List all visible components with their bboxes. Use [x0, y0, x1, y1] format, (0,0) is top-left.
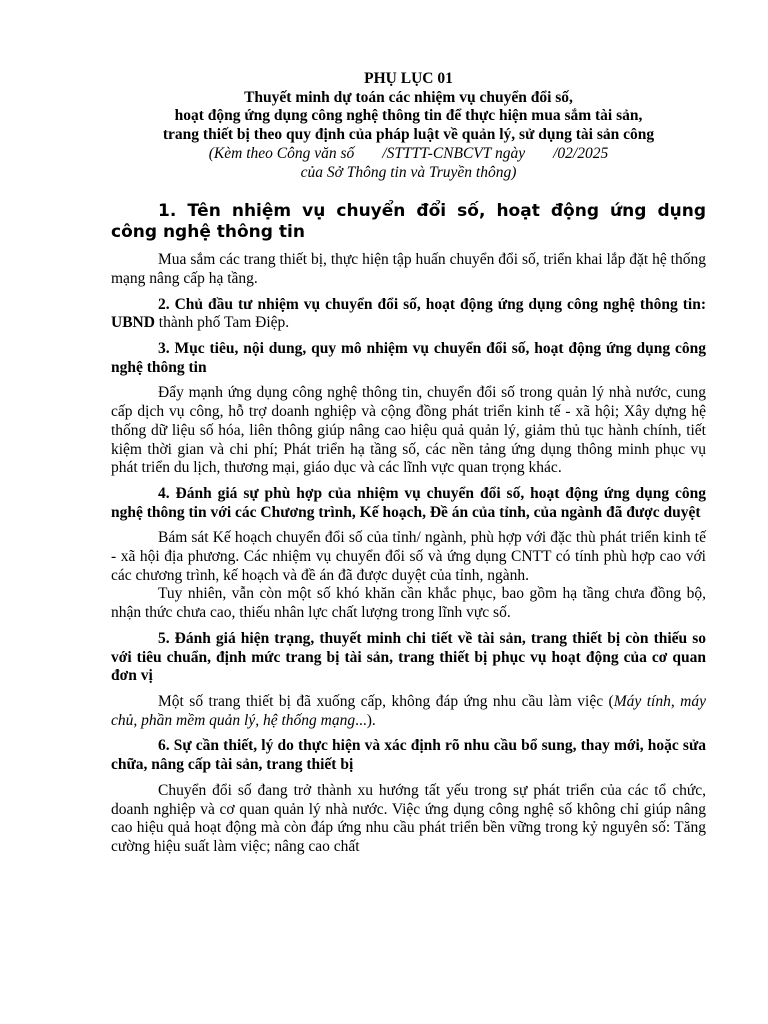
section-5-text-end: ...). [355, 711, 376, 729]
section-2-heading: 2. Chủ đầu tư nhiệm vụ chuyển đổi số, hoạt động ứng dụng công nghệ thông tin: UBND [111, 295, 706, 332]
header-line-1: Thuyết minh dự toán các nhiệm vụ chuyển đổi số, [244, 88, 573, 106]
section-2-paragraph [111, 296, 706, 333]
section-5-italic-list: Máy tính, máy chủ, phần mềm quản lý, hệ thống mạng [111, 692, 706, 729]
section-5-text: Một số trang thiết bị đã xuống cấp, không đáp ứng nhu cầu làm việc ( [158, 692, 614, 710]
section-1-body: Mua sắm các trang thiết bị, thực hiện tập huấn chuyển đổi số, triển khai lắp đặt hệ thống mạng nâng cấp hạ tầng. [111, 251, 706, 287]
section-1-heading: 1. Tên nhiệm vụ chuyển đổi số, hoạt động ứng dụng công nghệ thông tin [111, 201, 706, 243]
section-4-body-2: Tuy nhiên, vẫn còn một số khó khăn cần khắc phục, bao gồm hạ tầng chưa đồng bộ, nhận thức chưa cao, thiếu nhân lực chất lượng trong lĩnh vực số. [111, 585, 706, 622]
section-3-body: Đẩy mạnh ứng dụng công nghệ thông tin, chuyển đổi số trong quản lý nhà nước, cung cấp dịch vụ công, hỗ trợ doanh nghiệp và cộng đồng phát triển kinh tế - xã hội; Xây dựng hệ thống dữ liệu số hóa, liên thông giúp nâng cao hiệu quả quản lý, giảm thủ tục hành chính, tiết kiệm thời gian và chi phí; Phát triển hạ tầng số, các nền tảng ứng dụng thông minh phục vụ phát triển du lịch, thương mại, giáo dục và các lĩnh vực quan trọng khác. [111, 384, 706, 477]
section-5-body [111, 693, 706, 730]
section-4-heading: 4. Đánh giá sự phù hợp của nhiệm vụ chuyển đổi số, hoạt động ứng dụng công nghệ thông tin với các Chương trình, Kế hoạch, Đề án của tỉnh, của ngành đã được duyệt [111, 484, 706, 521]
section-2-tail: thành phố Tam Điệp. [154, 314, 290, 332]
header-line-3: trang thiết bị theo quy định của pháp luật về quản lý, sử dụng tài sản công [162, 126, 655, 144]
appendix-title: PHỤ LỤC 01 [364, 70, 453, 87]
section-6-body: Chuyển đổi số đang trở thành xu hướng tất yếu trong sự phát triển của các tổ chức, doanh nghiệp và cơ quan quản lý nhà nước. Việc ứng dụng công nghệ số không chỉ giúp nâng cao hiệu quả hoạt động mà còn đáp ứng nhu cầu phát triển bền vững trong kỷ nguyên số: Tăng cường hiệu suất làm việc; nâng cao chất [111, 781, 706, 855]
reference-line-2: của Sở Thông tin và Truyền thông) [300, 163, 517, 181]
reference-dispatch: (Kèm theo Công văn số [208, 144, 355, 162]
section-3-heading: 3. Mục tiêu, nội dung, quy mô nhiệm vụ chuyển đổi số, hoạt động ứng dụng công nghệ thông tin [111, 340, 706, 376]
reference-date: /02/2025 [553, 144, 609, 162]
document-header [111, 70, 706, 182]
section-5-heading: 5. Đánh giá hiện trạng, thuyết minh chi tiết về tài sản, trang thiết bị còn thiếu so với tiêu chuẩn, định mức trang bị tài sản, trang thiết bị phục vụ hoạt động của cơ quan đơn vị [111, 629, 706, 685]
header-line-2: hoạt động ứng dụng công nghệ thông tin để thực hiện mua sắm tài sản, [174, 107, 643, 125]
section-4-body-1: Bám sát Kế hoạch chuyển đổi số của tỉnh/ ngành, phù hợp với đặc thù phát triển kinh tế - xã hội địa phương. Các nhiệm vụ chuyển đổi số và ứng dụng CNTT có tính phù hợp cao với các chương trình, kế hoạch và đề án đã được duyệt của tỉnh, ngành. [111, 529, 706, 584]
section-6-heading: 6. Sự cần thiết, lý do thực hiện và xác định rõ nhu cầu bổ sung, thay mới, hoặc sửa chữa, nâng cấp tài sản, trang thiết bị [111, 737, 706, 774]
reference-line-1 [111, 145, 706, 164]
reference-number: /STTTT-CNBCVT ngày [382, 144, 526, 162]
